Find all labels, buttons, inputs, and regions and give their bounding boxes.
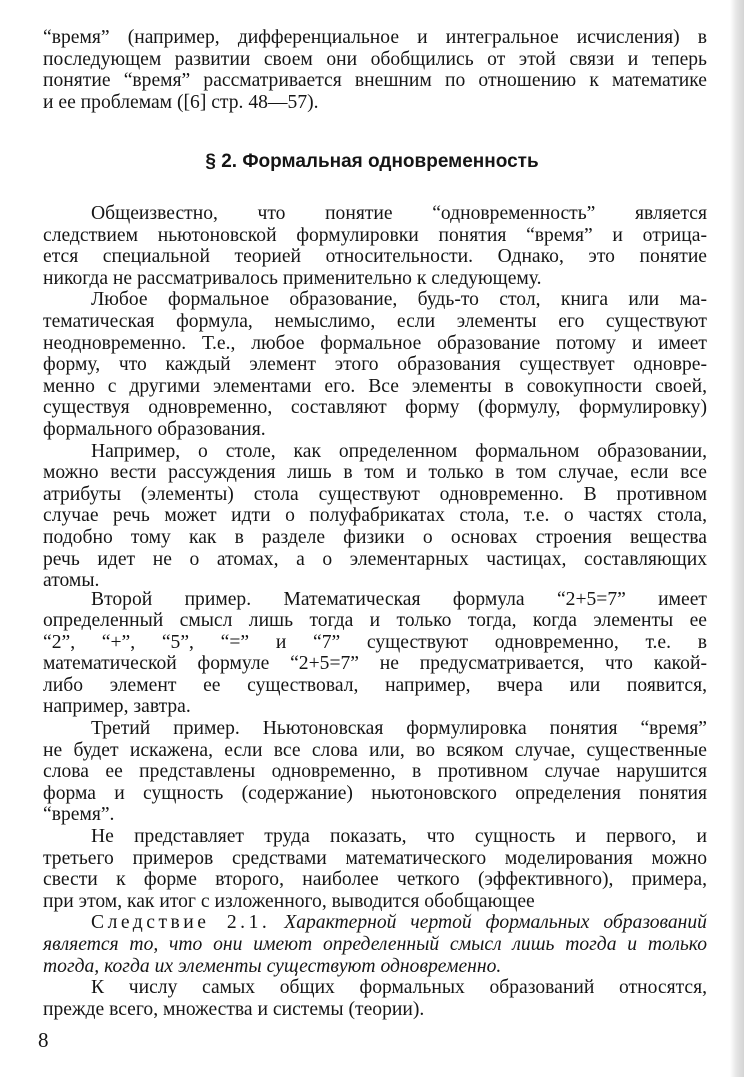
paragraph-line: следствием ньютоновской формулировки понятия “время” и отрица- xyxy=(43,225,707,246)
paragraph-line: ется специальной теорией относительности. Однако, это понятие xyxy=(43,246,707,267)
paragraph-line: не будет искажена, если все слова или, во всяком случае, существенные xyxy=(43,740,707,761)
paragraph-line: “время”. xyxy=(43,804,115,825)
paragraph-line: речь идет не о атомах, а о элементарных частицах, составляющих xyxy=(43,549,707,570)
paragraph-line: свести к форме второго, наиболее четкого (эффективного), примера, xyxy=(43,869,707,890)
paragraph-line: никогда не рассматривалось применительно к следующему. xyxy=(43,268,542,289)
paragraph-line: подобно тому как в разделе физики о основах строения вещества xyxy=(43,527,707,548)
corollary-text: Характерной чертой формальных образований xyxy=(284,912,707,933)
paragraph-line: атрибуты (элементы) стола существуют одновременно. В противном xyxy=(43,484,707,505)
paragraph-line: Например, о столе, как определенном формальном образовании, xyxy=(91,441,707,462)
corollary-line: тогда, когда их элементы существуют одновременно. xyxy=(43,956,502,977)
corollary-line: является то, что они имеют определенный смысл лишь тогда и только xyxy=(43,934,707,955)
paragraph-line: определенный смысл лишь тогда и только тогда, когда элементы ее xyxy=(43,610,707,631)
paragraph-line: математической формуле “2+5=7” не предусматривается, что какой- xyxy=(43,653,707,674)
paragraph-line: прежде всего, множества и системы (теории). xyxy=(43,999,425,1020)
paragraph-line: либо элемент ее существовал, например, вчера или появится, xyxy=(43,675,707,696)
paragraph-line: можно вести рассуждения лишь в том и только в том случае, если все xyxy=(43,462,707,483)
paragraph-line: Не представляет труда показать, что сущность и первого, и xyxy=(91,826,707,847)
intro-line: и ее проблемам ([6] стр. 48—57). xyxy=(43,92,319,113)
intro-line: последующем развитии своем они обобщились от этой связи и теперь xyxy=(43,49,707,70)
paragraph-line: Второй пример. Математическая формула “2+5=7” имеет xyxy=(91,589,707,610)
corollary-line xyxy=(91,912,707,934)
paragraph-line: например, завтра. xyxy=(43,696,191,717)
paragraph-line: Любое формальное образование, будь-то стол, книга или ма- xyxy=(91,289,707,310)
paragraph-line: К числу самых общих формальных образований относятся, xyxy=(91,977,707,998)
section-heading: § 2. Формальная одновременность xyxy=(205,151,539,172)
paragraph-line: слова ее представлены одновременно, в противном случае нарушится xyxy=(43,761,707,782)
paragraph-line: существуя одновременно, составляют форму (формулу, формулировку) xyxy=(43,397,707,418)
paragraph-line: форма и сущность (содержание) ньютоновского определения понятия xyxy=(43,783,707,804)
paragraph-line: при этом, как итог с изложенного, выводится обобщающее xyxy=(43,891,535,912)
paragraph-line: неодновременно. Т.е., любое формальное образование потому и имеет xyxy=(43,333,707,354)
paragraph-line: форму, что каждый элемент этого образования существует одновре- xyxy=(43,354,707,375)
intro-line: “время” (например, дифференциальное и интегральное исчисления) в xyxy=(43,27,707,48)
intro-line: понятие “время” рассматривается внешним по отношению к математике xyxy=(43,70,707,91)
paragraph-line: Общеизвестно, что понятие “одновременность” является xyxy=(91,203,707,224)
paragraph-line: третьего примеров средствами математического моделирования можно xyxy=(43,848,707,869)
paragraph-line: менно с другими элементами его. Все элементы в совокупности своей, xyxy=(43,376,707,397)
paragraph-line: формального образования. xyxy=(43,419,266,440)
page-number: 8 xyxy=(38,1028,49,1052)
paragraph-line: “2”, “+”, “5”, “=” и “7” существуют одновременно, т.е. в xyxy=(43,632,707,653)
paragraph-line: случае речь может идти о полуфабрикатах стола, т.е. о частях стола, xyxy=(43,505,707,526)
paragraph-line: тематическая формула, немыслимо, если элементы его существуют xyxy=(43,311,707,332)
paragraph-line: Третий пример. Ньютоновская формулировка понятия “время” xyxy=(91,718,707,739)
corollary-label: Следствие 2.1. xyxy=(91,912,271,933)
paragraph-line: атомы. xyxy=(43,570,100,591)
